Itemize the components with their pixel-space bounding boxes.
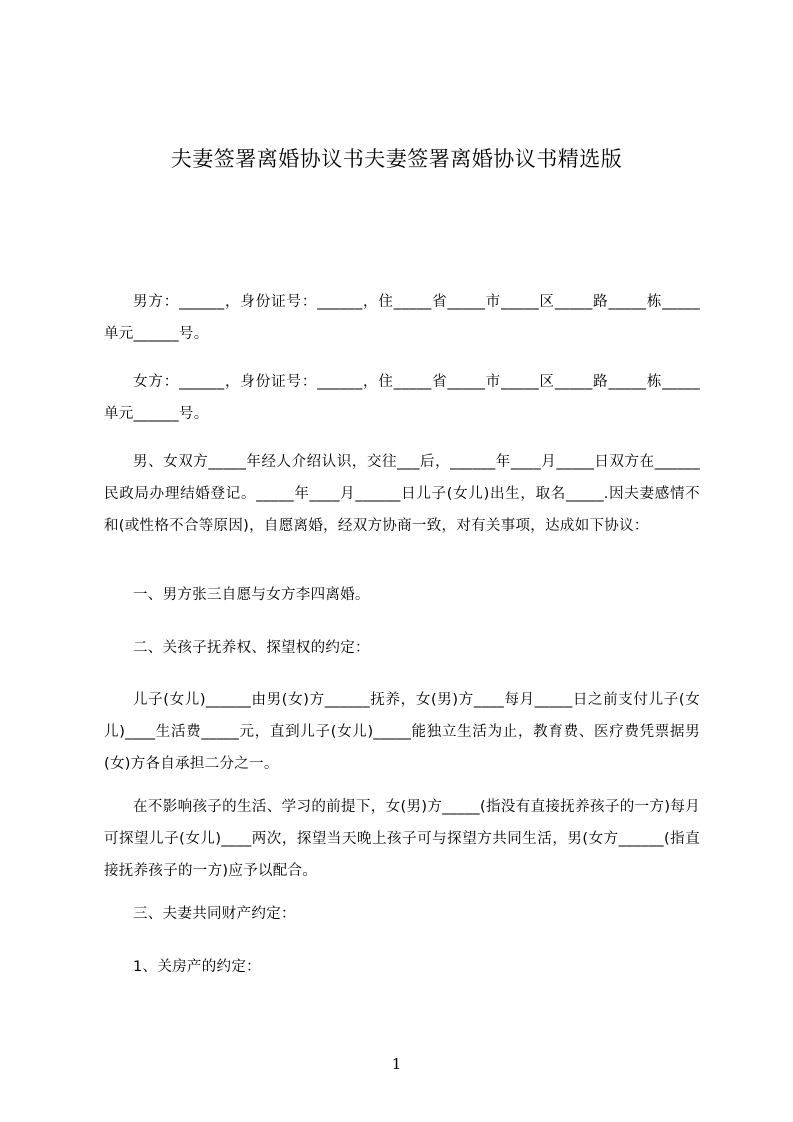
paragraph-marriage-background: 男、女双方_____年经人介绍认识，交往___后，______年____月_____日双方在______民政局办理结婚登记。_____年____月______日儿子(女儿)出生，取名_____.因夫妻感情不和(或性格不合等原因)，自愿离婚，经双方协商一致，对有关事项，达成如下协议： — [104, 454, 700, 534]
paragraph-visitation: 在不影响孩子的生活、学习的前提下，女(男)方_____(指没有直接抚养孩子的一方)每月可探望儿子(女儿)____两次，探望当天晚上孩子可与探望方共同生活，男(女方______(指直接抚养孩子的一方)应予以配合。 — [104, 799, 700, 879]
paragraph-clause-1: 一、男方张三自愿与女方李四离婚。 — [133, 587, 370, 603]
paragraph-wife-info: 女方：______，身份证号：______，住_____省_____市_____区_____路_____栋_____单元______号。 — [104, 374, 700, 422]
paragraph-husband-info: 男方：______，身份证号：______，住_____省_____市_____区_____路_____栋_____单元______号。 — [104, 294, 700, 342]
paragraph-clause-2-heading: 二、关孩子抚养权、探望权的约定： — [133, 640, 370, 656]
document-title: 夫妻签署离婚协议书夫妻签署离婚协议书精选版 — [170, 147, 623, 171]
page-number: 1 — [391, 1055, 402, 1073]
paragraph-clause-3-heading: 三、夫妻共同财产约定： — [133, 906, 296, 922]
paragraph-property-heading: 1、关房产的约定： — [133, 959, 261, 975]
paragraph-custody-support: 儿子(女儿)______由男(女)方______抚养，女(男)方____每月_____日之前支付儿子(女儿)____生活费_____元，直到儿子(女儿)_____能独立生活为止，教育费、医疗费凭票据男(女)方各自承担二分之一。 — [104, 692, 700, 772]
